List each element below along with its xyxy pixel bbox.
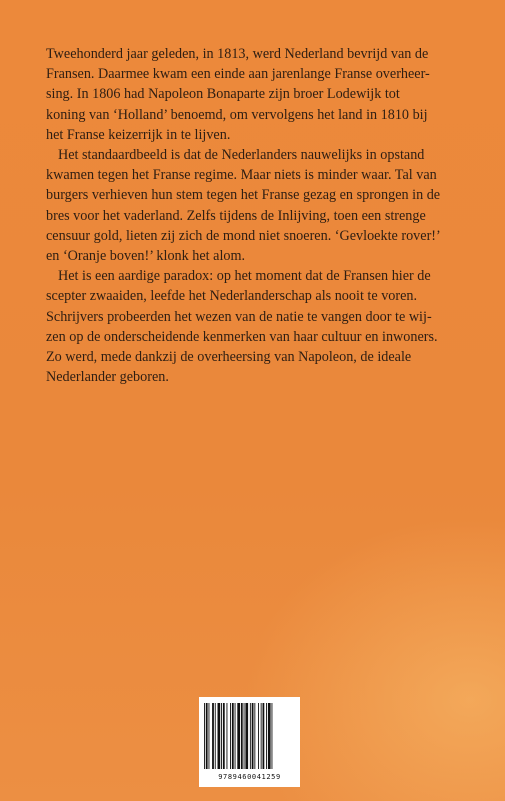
- text-line: Het is een aardige paradox: op het moment dat de Fransen hier de: [58, 268, 431, 285]
- barcode-bar: [241, 703, 243, 769]
- text-line: sing. In 1806 had Napoleon Bonaparte zijn broer Lodewijk tot: [46, 86, 400, 103]
- barcode-bar: [266, 703, 267, 769]
- text-line: bres voor het vaderland. Zelfs tijdens de Inlijving, toen een strenge: [46, 207, 426, 224]
- barcode-bar: [209, 703, 210, 769]
- barcode-bar: [232, 703, 234, 769]
- text-line: Zo werd, mede dankzij de overheersing van Napoleon, de ideale: [46, 349, 412, 366]
- barcode-bar: [221, 703, 222, 769]
- barcode-bar: [230, 703, 231, 769]
- barcode-bar: [258, 703, 259, 769]
- text-line: het Franse keizerrijk in te lijven.: [46, 126, 231, 143]
- barcode-bar: [237, 703, 240, 769]
- barcode-bar: [244, 703, 245, 769]
- text-line: zen op de onderscheidende kenmerken van haar cultuur en inwoners.: [46, 328, 438, 345]
- barcode-bar: [215, 703, 216, 769]
- barcode-bar: [218, 703, 221, 769]
- blurb-paragraph-1: [46, 44, 466, 145]
- text-line: Het standaardbeeld is dat de Nederlanders nauwelijks in opstand: [58, 147, 425, 164]
- blurb-paragraph-3: [46, 266, 466, 387]
- barcode-bar: [254, 703, 255, 769]
- text-line: en ‘Oranje boven!’ klonk het alom.: [46, 248, 246, 265]
- barcode-bar: [227, 703, 228, 769]
- text-line: Fransen. Daarmee kwam een einde aan jarenlange Franse overheer-: [46, 66, 430, 83]
- text-line: Tweehonderd jaar geleden, in 1813, werd Nederland bevrijd van de: [46, 46, 429, 62]
- text-line: scepter zwaaiden, leefde het Nederlanderschap als nooit te voren.: [46, 288, 418, 305]
- text-line: censuur gold, lieten zij zich de mond niet snoeren. ‘Gevloekte rover!’: [46, 227, 441, 244]
- blurb-paragraph-2: [46, 145, 466, 266]
- blurb-text: [46, 44, 466, 387]
- barcode-bar: [252, 703, 254, 769]
- barcode-bar: [261, 703, 262, 769]
- barcode-bar: [250, 703, 251, 769]
- barcode-bar: [272, 703, 273, 769]
- text-line: Schrijvers probeerden het wezen van de natie te vangen door te wij-: [46, 308, 432, 325]
- barcode-bar: [268, 703, 271, 769]
- barcode-bar: [263, 703, 265, 769]
- barcode-bar: [212, 703, 214, 769]
- barcode-bar: [204, 703, 205, 769]
- barcode-bar: [245, 703, 248, 769]
- isbn-barcode: [199, 697, 300, 787]
- text-line: koning van ‘Holland’ benoemd, om vervolgens het land in 1810 bij: [46, 106, 428, 123]
- barcode-bar: [223, 703, 225, 769]
- text-line: Nederlander geboren.: [46, 369, 169, 386]
- barcode-bars: [203, 703, 296, 769]
- text-line: kwamen tegen het Franse regime. Maar niets is minder waar. Tal van: [46, 167, 437, 184]
- isbn-digits: 9789460041259: [218, 773, 281, 781]
- barcode-bar: [206, 703, 208, 769]
- barcode-bar: [235, 703, 236, 769]
- text-line: burgers verhieven hun stem tegen het Franse gezag en sprongen in de: [46, 187, 441, 204]
